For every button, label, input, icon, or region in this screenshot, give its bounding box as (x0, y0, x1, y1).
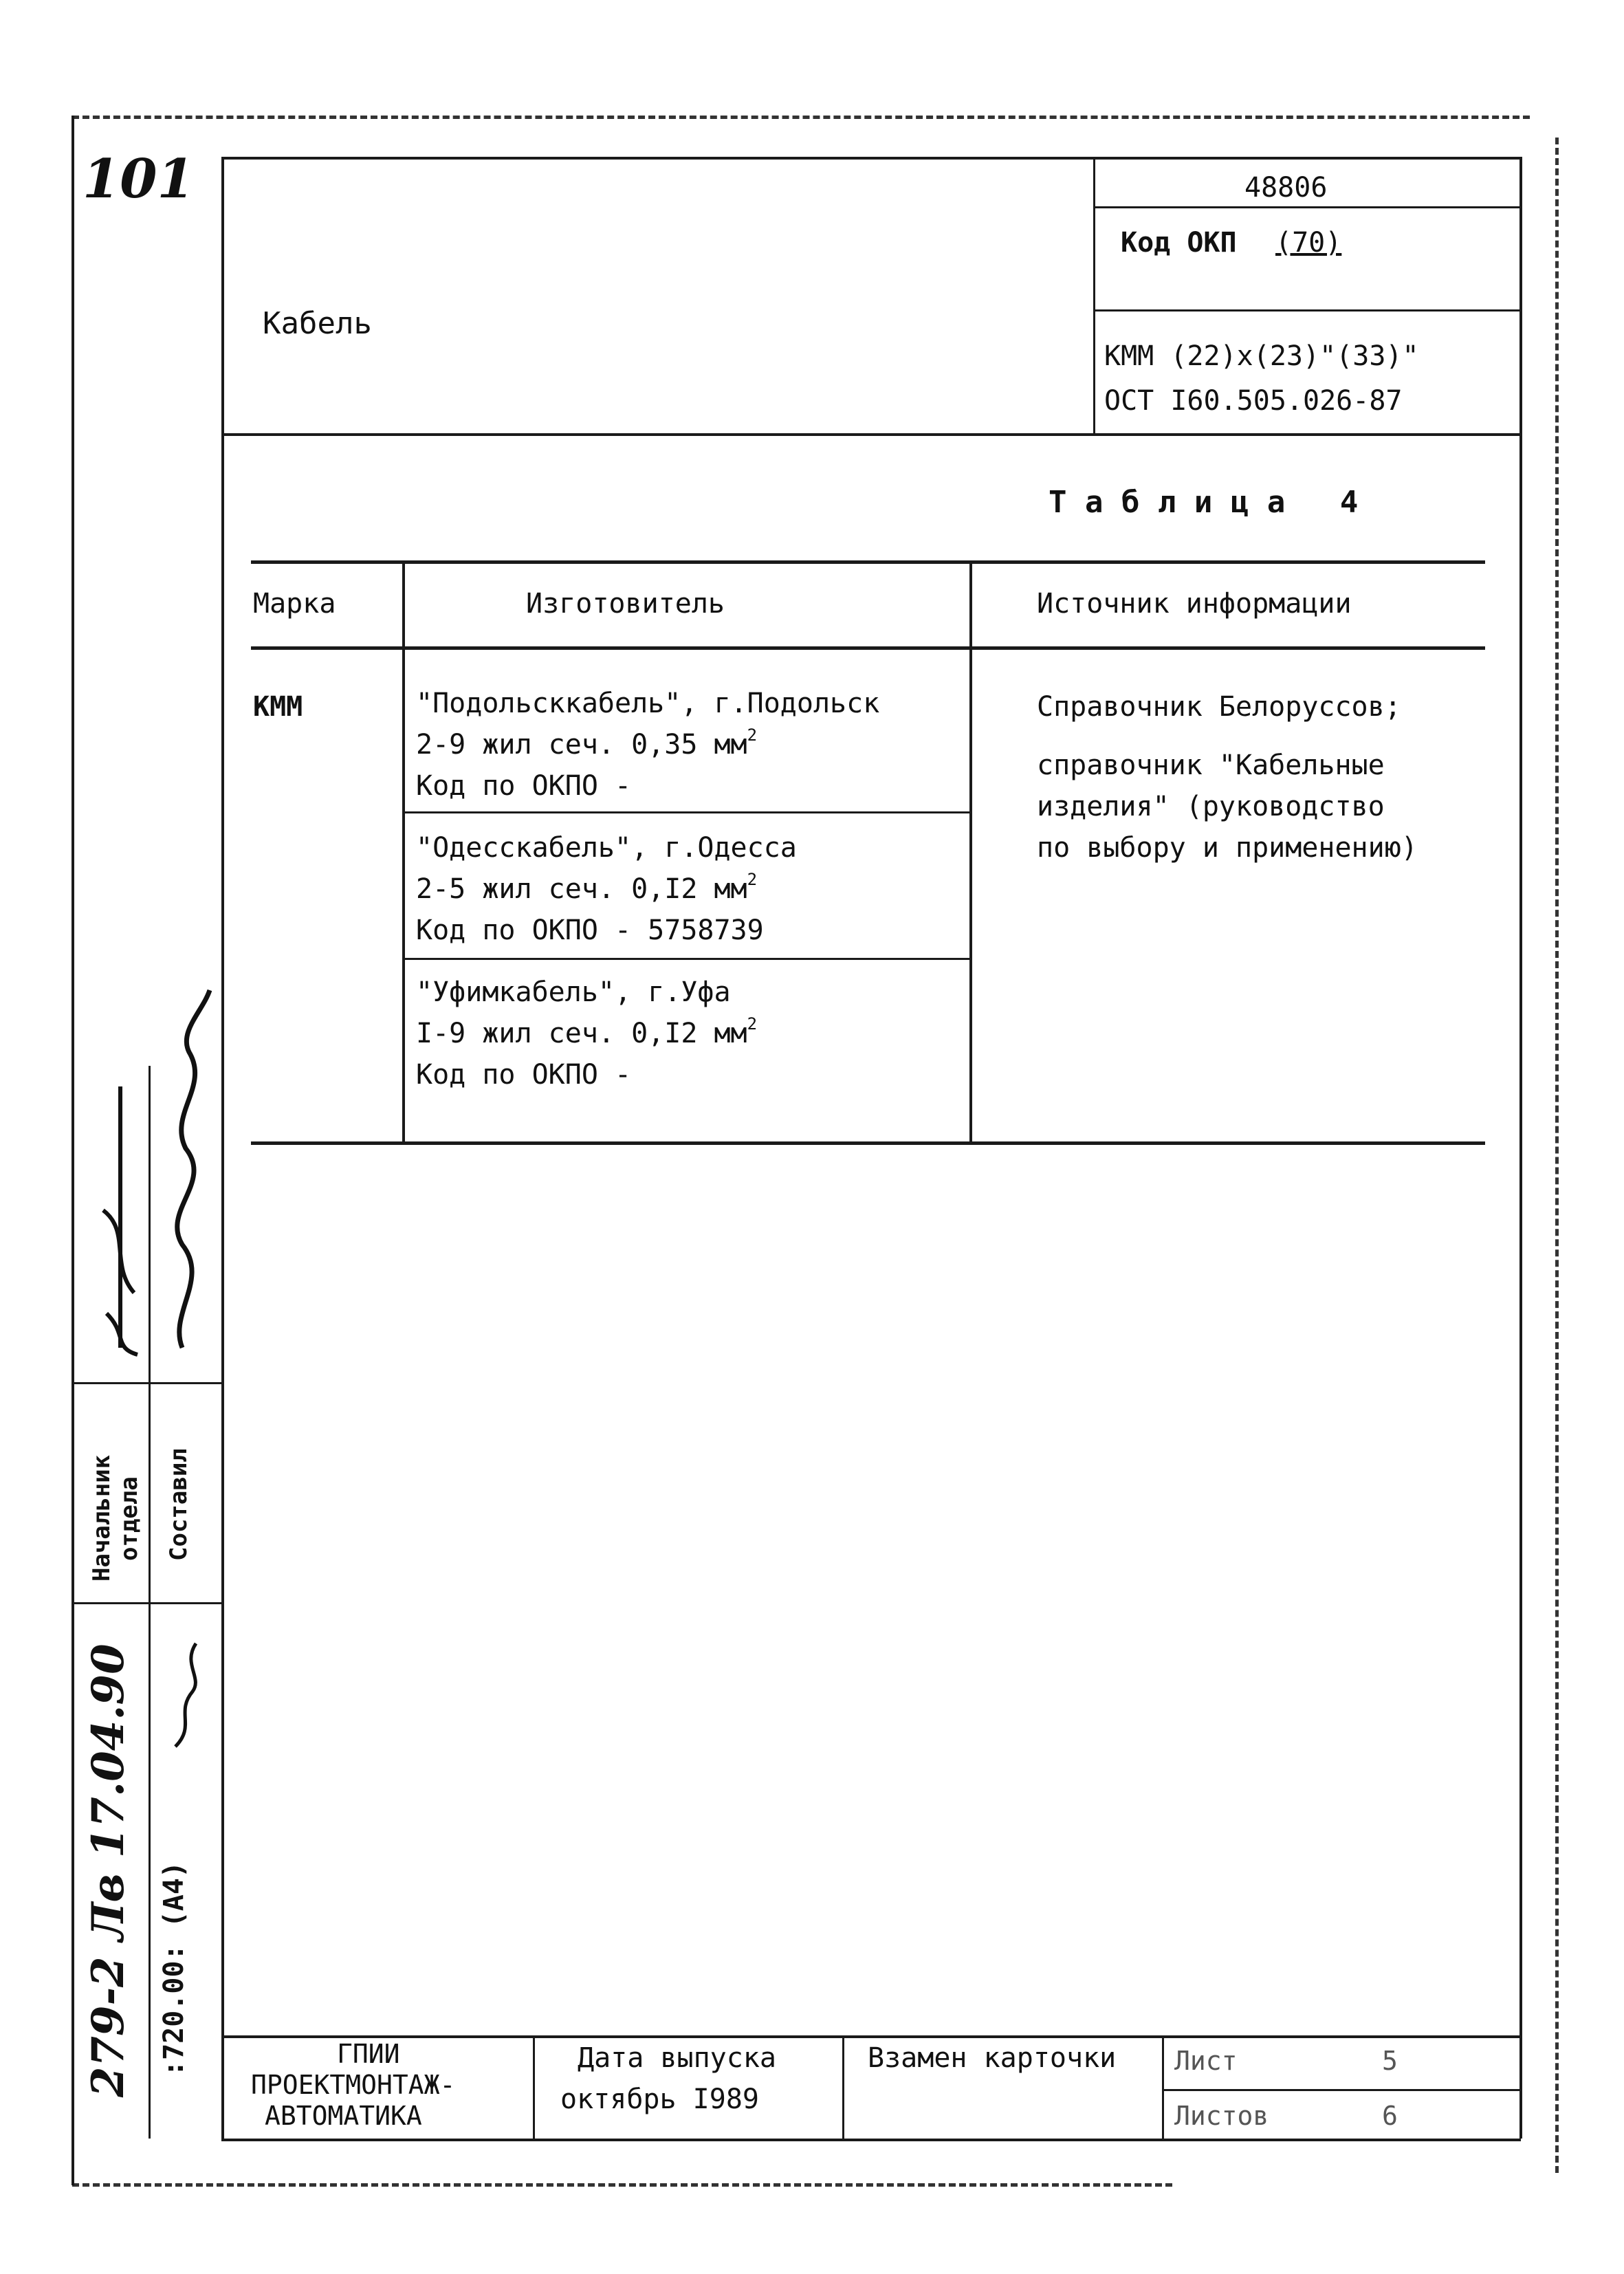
replaces-card-label: Взамен карточки (868, 2042, 1117, 2074)
table-header-rule (251, 646, 1485, 650)
card-right-border (1519, 157, 1522, 2139)
header-number-underline (1093, 206, 1521, 208)
source-line: справочник "Кабельные (1037, 750, 1385, 781)
manufacturer-okpo: Код по ОКПО - 5758739 (416, 915, 764, 946)
frame-top (72, 116, 1530, 119)
brand-cell: КММ (253, 691, 303, 723)
okp-label: Код ОКП (1121, 227, 1237, 259)
table-col-divider-2 (969, 560, 972, 1145)
product-standard: ОСТ I60.505.026-87 (1104, 385, 1403, 417)
manufacturer-okpo: Код по ОКПО - (416, 770, 632, 802)
footer-sheet-divider (1162, 2089, 1521, 2091)
product-name: Кабель (263, 306, 372, 341)
column-header-source: Источник информации (1037, 588, 1352, 620)
organization-line-1: ГПИИ (337, 2039, 400, 2069)
frame-bottom (72, 2183, 1172, 2187)
sheets-total-number: 6 (1382, 2101, 1398, 2131)
table-title: Т а б л и ц а 4 (1049, 485, 1359, 520)
source-line: по выбору и применению) (1037, 832, 1418, 864)
sheet-number: 5 (1382, 2046, 1398, 2076)
release-date-value: октябрь I989 (560, 2084, 759, 2115)
column-header-brand: Марка (253, 588, 336, 620)
signature-head (89, 1073, 151, 1368)
product-designation: КММ (22)х(23)"(33)" (1104, 340, 1419, 372)
header-okp-divider (1093, 309, 1521, 311)
compiled-by-label: Составил (165, 1448, 193, 1561)
side-block-top (74, 1382, 223, 1384)
format-code: :720.00: (А4) (158, 1861, 190, 2077)
handwritten-code: 279-2 Лв 17.04.90 (83, 1643, 134, 2097)
manufacturer-spec: 2-5 жил сеч. 0,I2 $мм^2$ (416, 869, 758, 905)
footer-divider-2 (842, 2035, 844, 2140)
unit-exponent: 2 (747, 869, 758, 889)
header-bottom-border (221, 433, 1521, 436)
source-line: изделия" (руководство (1037, 791, 1385, 822)
footer-divider-3 (1162, 2035, 1164, 2140)
unit-exponent: 2 (747, 1014, 758, 1034)
side-block-bottom (74, 1602, 223, 1604)
organization-line-2: ПРОЕКТМОНТАЖ- (251, 2070, 456, 2100)
manufacturer-name: "Уфимкабель", г.Уфа (416, 976, 731, 1008)
okp-value: (70) (1275, 227, 1342, 259)
initials-mark (155, 1637, 223, 1753)
card-top-border (221, 157, 1521, 160)
source-line: Справочник Белоруссов; (1037, 691, 1401, 723)
frame-left (72, 116, 74, 2185)
release-date-label: Дата выпуска (578, 2042, 776, 2074)
manufacturer-spec: 2-9 жил сеч. 0,35 $мм^2$ (416, 725, 758, 761)
manufacturer-divider-2 (402, 958, 971, 960)
page-number: 101 (83, 148, 195, 210)
catalog-number: 48806 (1244, 172, 1328, 204)
footer-bottom-rule (221, 2139, 1521, 2141)
manufacturer-spec: I-9 жил сеч. 0,I2 $мм^2$ (416, 1014, 758, 1049)
head-of-department-label-2: отдела (116, 1476, 143, 1561)
header-divider (1093, 157, 1095, 435)
footer-divider-1 (533, 2035, 535, 2140)
signature-author (155, 983, 223, 1368)
manufacturer-name: "Подольсккабель", г.Подольск (416, 688, 880, 719)
manufacturer-okpo: Код по ОКПО - (416, 1059, 632, 1091)
manufacturer-name: "Одесскабель", г.Одесса (416, 832, 797, 864)
sheets-total-label: Листов (1174, 2101, 1269, 2131)
footer-top-rule (221, 2035, 1521, 2038)
frame-right (1555, 138, 1559, 2173)
table-top-rule (251, 560, 1485, 564)
organization-line-3: АВТОМАТИКА (265, 2101, 422, 2131)
sheet-label: Лист (1174, 2046, 1238, 2076)
column-header-manufacturer: Изготовитель (526, 588, 725, 620)
table-col-divider-1 (402, 560, 405, 1145)
head-of-department-label: Начальник (88, 1454, 116, 1582)
manufacturer-divider-1 (402, 811, 971, 813)
table-bottom-rule (251, 1141, 1485, 1145)
unit-exponent: 2 (747, 725, 758, 745)
